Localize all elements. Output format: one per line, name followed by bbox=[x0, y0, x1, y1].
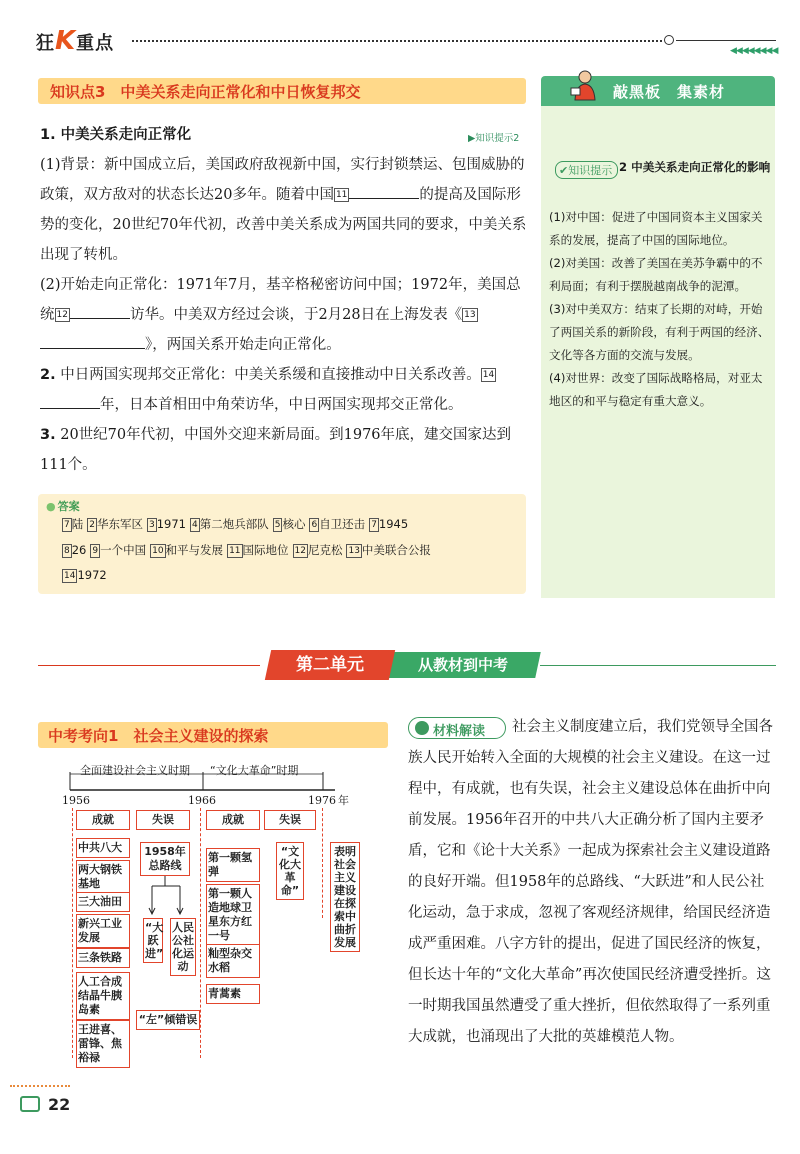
answer-text: 第二炮兵部队 bbox=[199, 517, 269, 531]
answer-item bbox=[369, 517, 408, 532]
board-hint-number: 2 bbox=[619, 160, 628, 174]
board-item-1: (1)对中国：促进了中国同资本主义国家关系的发展，提高了中国的国际地位。 bbox=[549, 210, 763, 247]
answer-item bbox=[62, 568, 107, 583]
timeline-item: 王进喜、雷锋、焦裕禄 bbox=[76, 1020, 130, 1068]
answer-item bbox=[190, 516, 269, 532]
timeline-item: 籼型杂交水稻 bbox=[206, 944, 260, 978]
answer-item bbox=[346, 542, 430, 558]
answer-text: 陆 bbox=[71, 517, 84, 531]
board-title: 敲黑板 集素材 bbox=[613, 83, 726, 101]
header-line-rule bbox=[676, 40, 776, 41]
board-heading: 中美关系走向正常化的影响 bbox=[631, 160, 771, 174]
c2-left-error-box: “左”倾错误 bbox=[136, 1010, 200, 1030]
unit-subtitle: 从教材到中考 bbox=[417, 656, 508, 674]
c2-root-box: 1958年总路线 bbox=[140, 842, 190, 876]
unit-rule-right bbox=[540, 665, 776, 666]
blank-number-12: 12 bbox=[56, 310, 68, 320]
answer-text: 华东军区 bbox=[96, 517, 143, 531]
answer-text: 一个中国 bbox=[100, 543, 147, 557]
knowledge-hint-link[interactable]: ▶知识提示2 bbox=[468, 133, 520, 144]
answer-item bbox=[62, 516, 83, 532]
answer-box bbox=[38, 494, 526, 594]
section-2: 2. 中日两国实现邦交正常化：中美关系缓和直接推动中日关系改善。 14年，日本首相田中角荣访华，中日两国实现邦交正常化。 bbox=[40, 367, 495, 413]
header-dotted-rule bbox=[132, 40, 662, 42]
material-text: 社会主义制度建立后，我们党领导全国各族人民开始转入全面的大规模的社会主义建设。在这一过程中，有成就，也有失误，社会主义建设总体在曲折中向前发展。1956年召开的中共八大正确分析了国内主要矛盾，它和《论十大关系》一起成为探索社会主义建设道路的良好开端。但1958年的总路线、“大跃进”和人民公社化运动，急于求成，忽视了客观经济规律，给国民经济造成严重困难。八字方针的提出，促进了国民经济的恢复，但长达十年的“文化大革命”再次使国民经济遭受挫折。这一时期我国虽然遭受了重大挫折，但依然取得了一系列重大成就，也涌现出了大批的英雄模范人物。 bbox=[408, 719, 773, 1045]
answer-number: 7 bbox=[371, 519, 377, 530]
answer-item bbox=[90, 542, 146, 558]
c1-head: 成就 bbox=[76, 810, 130, 830]
unit-title: 第二单元 bbox=[296, 655, 364, 675]
year-1976: 1976 bbox=[308, 794, 336, 807]
unit-title-banner bbox=[265, 650, 395, 680]
answer-text: 和平与发展 bbox=[165, 543, 224, 557]
header-triangle-ornament: ◀◀◀◀◀◀◀◀ bbox=[730, 46, 778, 56]
answer-item bbox=[87, 516, 143, 532]
answer-item bbox=[150, 542, 223, 558]
answer-number: 14 bbox=[64, 570, 76, 581]
board-heading-block bbox=[549, 156, 771, 179]
board-items bbox=[549, 206, 771, 413]
answer-item bbox=[62, 543, 86, 558]
c3-head: 成就 bbox=[206, 810, 260, 830]
answer-row-2 bbox=[62, 542, 435, 558]
c4-culture-revolution-box: “文化大革命” bbox=[276, 842, 304, 900]
answer-number: 10 bbox=[152, 545, 164, 556]
timeline-item: 两大钢铁基地 bbox=[76, 860, 130, 894]
section-1-heading: 1. 中美关系走向正常化 bbox=[40, 127, 192, 143]
answer-item bbox=[309, 516, 365, 532]
board-hint-tag: ✔知识提示 bbox=[555, 161, 618, 179]
answer-text: 26 bbox=[71, 543, 87, 557]
blank-number-13: 13 bbox=[464, 310, 476, 320]
exam-direction-title: 中考考向1 社会主义建设的探索 bbox=[48, 727, 269, 745]
material-tag-label: 材料解读 bbox=[433, 724, 486, 739]
fill-blank-11[interactable] bbox=[349, 185, 419, 199]
c2-branch-arrows bbox=[140, 876, 200, 916]
board-item-2: (2)对美国：改善了美国在美苏争霸中的不利局面；有利于摆脱越南战争的泥潭。 bbox=[549, 256, 763, 293]
c2-head: 失误 bbox=[136, 810, 190, 830]
answer-text: 自卫还击 bbox=[319, 517, 366, 531]
section-3: 3. 20世纪70年代初，中国外交迎来新局面。到1976年底，建交国家达到111个。 bbox=[40, 427, 512, 473]
fill-blank-12[interactable] bbox=[70, 305, 130, 319]
answer-item bbox=[293, 542, 343, 558]
blank-number-11: 11 bbox=[335, 190, 348, 200]
section-1 bbox=[40, 120, 528, 480]
bracket-dash bbox=[72, 808, 73, 1058]
timeline-item: 三大油田 bbox=[76, 892, 130, 912]
timeline-item: 青蒿素 bbox=[206, 984, 260, 1004]
answer-text: 1945 bbox=[378, 517, 409, 531]
answer-number: 7 bbox=[64, 519, 70, 530]
book-icon bbox=[20, 1096, 40, 1112]
answer-row-1 bbox=[62, 516, 412, 532]
answer-item bbox=[227, 542, 288, 558]
timeline-item: 人工合成结晶牛胰岛素 bbox=[76, 972, 130, 1020]
year-1956: 1956 bbox=[62, 794, 90, 807]
board-item-4: (4)对世界：改变了国际战略格局，对亚太地区的和平与稳定有重大意义。 bbox=[549, 371, 763, 408]
answer-number: 12 bbox=[294, 545, 306, 556]
timeline-item: 第一颗人造地球卫星东方红一号 bbox=[206, 884, 260, 946]
board-item-3: (3)对中美双方：结束了长期的对峙，开始了两国关系的新阶段，有利于两国的经济、文化等各方面的交流与发展。 bbox=[549, 302, 770, 362]
c4-head: 失误 bbox=[264, 810, 316, 830]
footer-dotted-rule bbox=[10, 1085, 70, 1087]
answer-text: 尼克松 bbox=[307, 543, 343, 557]
fill-blank-13[interactable] bbox=[40, 335, 145, 349]
section-1-paragraph-1: (1)背景：新中国成立后，美国政府敌视新中国，实行封锁禁运、包围威胁的政策，双方敌对的状态长达20多年。随着中国 11 的提高及国际形势的变化，20世纪70年代初，改善中美关系成为两国共同的要求，中美关系出现了转机。 bbox=[40, 157, 527, 263]
pencil-icon bbox=[415, 721, 429, 735]
year-1966: 1966 bbox=[188, 794, 216, 807]
bracket-dash bbox=[200, 808, 201, 1058]
answer-number: 11 bbox=[229, 545, 241, 556]
exam-direction-banner bbox=[38, 722, 388, 748]
answer-item bbox=[147, 517, 186, 532]
logo-k-text: K bbox=[55, 26, 77, 56]
answer-row-3 bbox=[62, 568, 111, 583]
period-1-label: 全面建设社会主义时期 bbox=[80, 764, 190, 777]
knowledge-point-title: 知识点3 中美关系走向正常化和中日恢复邦交 bbox=[50, 83, 361, 101]
answer-text: 核心 bbox=[282, 517, 306, 531]
answer-number: 4 bbox=[191, 519, 198, 530]
c2-great-leap-box: “大跃进” bbox=[143, 918, 163, 963]
year-unit: 年 bbox=[338, 794, 349, 807]
answer-number: 9 bbox=[92, 545, 99, 556]
answer-text: 1972 bbox=[77, 568, 107, 582]
fill-blank-14[interactable] bbox=[40, 395, 100, 409]
logo-left-text: 狂 bbox=[36, 33, 55, 54]
logo-right-text: 重点 bbox=[76, 33, 115, 54]
answer-text: 国际地位 bbox=[242, 543, 289, 557]
material-tag bbox=[408, 717, 506, 739]
blank-number-14: 14 bbox=[482, 370, 495, 380]
answer-number: 5 bbox=[274, 519, 281, 530]
answer-item bbox=[273, 516, 306, 532]
timeline-item: 三条铁路 bbox=[76, 948, 130, 968]
header-circle-ornament bbox=[664, 35, 674, 45]
answer-number: 8 bbox=[64, 545, 70, 556]
teacher-avatar-icon bbox=[568, 68, 602, 102]
answer-number: 6 bbox=[311, 519, 318, 530]
answer-number: 2 bbox=[89, 519, 95, 530]
timeline-item: 中共八大 bbox=[76, 838, 130, 858]
unit-subtitle-banner bbox=[385, 652, 541, 678]
timeline-item: 新兴工业发展 bbox=[76, 914, 130, 948]
section-1-paragraph-2: (2)开始走向正常化：1971年7月，基辛格秘密访问中国；1972年，美国总统 12 访华。中美双方经过会谈，于2月28日在上海发表《 13》，两国关系开始走向正常化。 bbox=[40, 277, 521, 353]
knowledge-point-banner bbox=[38, 78, 526, 104]
check-icon: ✔ bbox=[559, 164, 569, 177]
answer-label: ● 答案 bbox=[46, 498, 80, 514]
page-number: 22 bbox=[48, 1095, 71, 1114]
answer-text: 中美联合公报 bbox=[361, 543, 431, 557]
timeline-item: 第一颗氢弹 bbox=[206, 848, 260, 882]
bracket-dash bbox=[322, 808, 323, 918]
answer-number: 13 bbox=[348, 545, 360, 556]
summary-box: 表明社会主义建设在探索中曲折发展 bbox=[330, 842, 360, 952]
unit-rule-left bbox=[38, 665, 260, 666]
period-2-label: “文化大革命”时期 bbox=[210, 764, 299, 777]
c2-commune-box: 人民公社化运动 bbox=[170, 918, 196, 976]
series-logo bbox=[36, 26, 114, 56]
answer-text: 1971 bbox=[156, 517, 186, 531]
answer-number: 3 bbox=[148, 519, 155, 530]
